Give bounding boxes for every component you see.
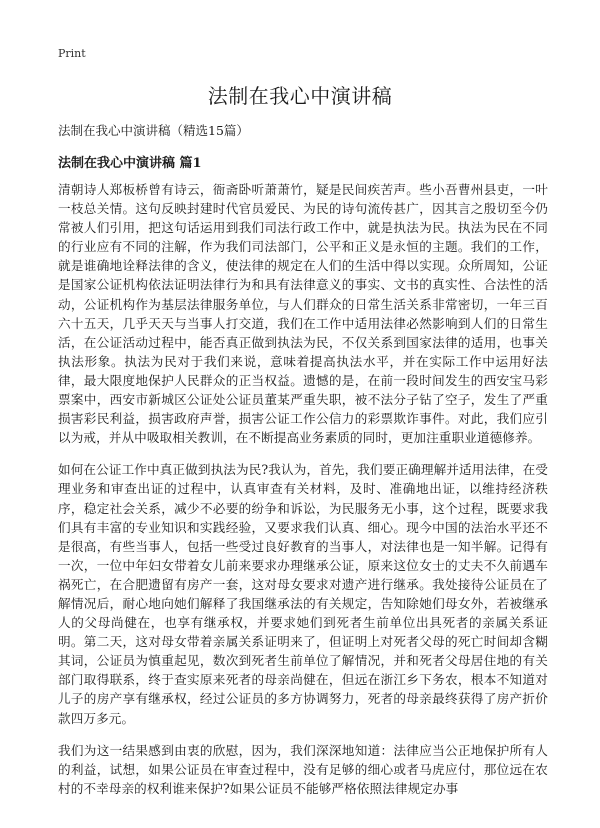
body-text (58, 180, 548, 811)
document-subtitle: 法制在我心中演讲稿（精选15篇） (58, 123, 249, 138)
paragraph-2: 如何在公证工作中真正做到执法为民?我认为，首先，我们要正确理解并适用法律，在受理业务和审查出证的过程中，认真审查有关材料，及时、准确地出证，以维持经济秩序，稳定社会关系，减少不必要的纷争和诉讼，为民服务无小事，这个过程，既要求我们具有丰富的专业知识和实践经验，又要求我们认真、细心。现今中国的法治水平还不是很高，有些当事人，包括一些受过良好教育的当事人，对法律也是一知半解。记得有一次，一位中年妇女带着女儿前来要求办理继承公证，原来这位女士的丈夫不久前遇车祸死亡，在合肥遗留有房产一套，这对母女要求对遗产进行继承。我处接待公证员在了解情况后，耐心地向她们解释了我国继承法的有关规定，告知除她们母女外，若被继承人的父母尚健在，也享有继承权，并要求她们到死者生前单位出具死者的亲属关系证明。第二天，这对母女带着亲属关系证明来了，但证明上对死者父母的死亡时间却含糊其词，公证员为慎重起见，数次到死者生前单位了解情况，并和死者父母居住地的有关部门取得联系，终于查实原来死者的母亲尚健在，但远在浙江乡下务农，根本不知道对儿子的房产享有继承权，经过公证员的多方协调努力，死者的母亲最终获得了房产折价款四万多元。 (58, 462, 548, 726)
paragraph-1: 清朝诗人郑板桥曾有诗云，衙斋卧听萧萧竹，疑是民间疾苦声。些小吾曹州县吏，一叶一枝总关情。这句反映封建时代官员爱民、为民的诗句流传甚广，因其言之殷切至今仍常被人们引用，把这句话运用到我们司法行政工作中，就是执法为民。执法为民在不同的行业应有不同的注解，作为我们司法部门，公平和正义是永恒的主题。我们的工作，就是谁确地诠释法律的含义，使法律的规定在人们的生活中得以实现。众所周知，公证是国家公证机构依法证明法律行为和具有法律意义的事实、文书的真实性、合法性的活动，公证机构作为基层法律服务单位，与人们群众的日常生活关系非常密切，一年三百六十五天，几乎天天与当事人打交道，我们在工作中适用法律必然影响到人们的日常生活，在公证活动过程中，能否真正做到执法为民，不仅关系到国家法律的适用，也事关执法形象。执法为民对于我们来说，意味着提高执法水平，并在实际工作中运用好法律，最大限度地保护人民群众的正当权益。遗憾的是，在前一段时间发生的西安宝马彩票案中，西安市新城区公证处公证员董某严重失职，被不法分子钻了空子，发生了严重损害彩民利益，损害政府声誉，损害公证工作公信力的彩票欺诈事件。对此，我们应引以为戒，并从中吸取相关教训，在不断提高业务素质的同时，更加注重职业道德修养。 (58, 182, 548, 446)
paragraph-3: 我们为这一结果感到由衷的欣慰，因为，我们深深地知道：法律应当公正地保护所有人的利益，试想，如果公证员在审查过程中，没有足够的细心或者马虎应付，那位远在农村的不幸母亲的权利谁来保护?如果公证员不能够严格依照法律规定办事 (58, 742, 548, 796)
section-heading: 法制在我心中演讲稿 篇1 (58, 156, 202, 171)
document-title: 法制在我心中演讲稿 (207, 84, 393, 108)
print-link[interactable]: Print (58, 47, 86, 60)
